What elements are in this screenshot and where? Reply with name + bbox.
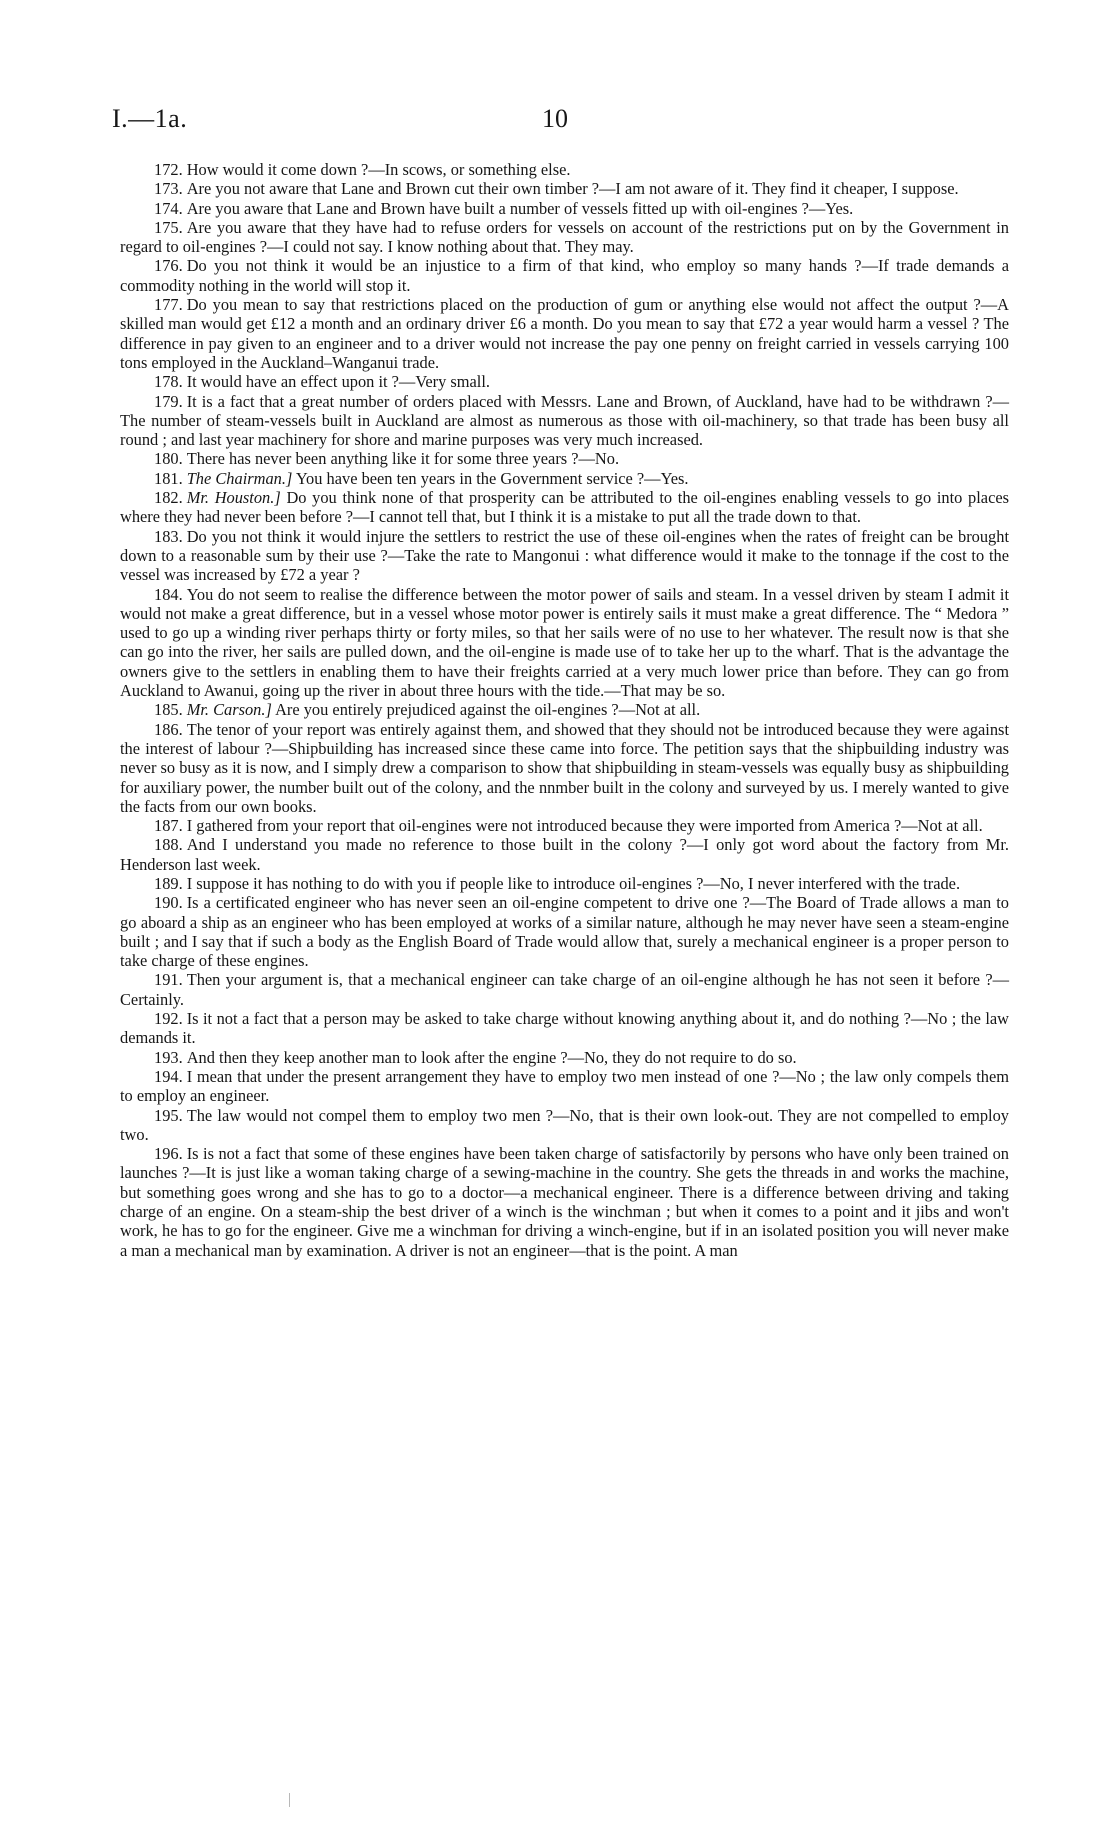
testimony-paragraph [120,720,1009,816]
question-answer-text: It is a fact that a great number of orders placed with Messrs. Lane and Brown, of Auckland, have had to be withdrawn ?—The number of steam-vessels built in Auckland are almost as numerous as those with oil-machinery, so that trade has been busy all round ; and last year machinery for shore and marine purposes was very much increased. [120,391,1009,450]
question-answer-text: Do you mean to say that restrictions placed on the production of gum or anything else would not affect the output ?—A skilled man would get £12 a month and an ordinary driver £6 a month. Do you mean to say that £72 a year would harm a vessel ? The difference in pay given to an engineer and to a driver would not increase the pay one penny on freight carried in vessels carrying 100 tons employed in the Auckland–Wanganui trade. [120,295,1009,372]
question-number: 192. [154,1009,183,1029]
question-number: 174. [154,198,183,218]
question-answer-text: Are you not aware that Lane and Brown cut their own timber ?—I am not aware of it. They find it cheaper, I suppose. [186,179,959,199]
question-number: 189. [154,873,183,893]
testimony-paragraph [120,469,1009,488]
testimony-paragraph [120,874,1009,893]
question-answer-text: Is a certificated engineer who has never seen an oil-engine competent to drive one ?—The Board of Trade allows a man to go aboard a ship as an engineer who has been employed at works of a similar nature, although he may never have seen a steam-engine built ; and I say that if such a body as the English Board of Trade would allow that, surely a mechanical engineer is a proper person to take charge of these engines. [120,893,1009,971]
question-number: 178. [154,372,183,392]
question-number: 176. [154,256,183,276]
question-number: 195. [154,1105,183,1125]
question-answer-text: Do you not think it would be an injustice to a firm of that kind, who employ so many hands ?—If trade demands a commodity nothing in the world will stop it. [120,256,1009,295]
testimony-paragraph [120,372,1009,391]
document-reference: I.—1a. [112,104,188,133]
question-number: 184. [154,584,183,604]
testimony-paragraph [120,1009,1009,1048]
evidence-transcript [120,160,1009,1260]
testimony-paragraph [120,392,1009,450]
question-number: 175. [154,217,183,237]
speaker-label: Mr. Houston.] [186,488,281,508]
question-number: 193. [154,1047,183,1067]
question-answer-text: There has never been anything like it for some three years ?—No. [186,449,620,469]
question-number: 180. [154,449,183,469]
question-number: 177. [154,295,183,315]
testimony-paragraph [120,218,1009,257]
question-number: 179. [154,391,183,411]
question-number: 183. [154,526,183,546]
question-number: 186. [154,719,183,739]
testimony-paragraph [120,160,1009,179]
question-number: 196. [154,1144,183,1164]
question-answer-text: You do not seem to realise the difference between the motor power of sails and steam. In a vessel driven by steam I admit it would not make a great difference, but in a vessel whose motor power is entirely sails it must make a great difference. The “ Medora ” used to go up a winding river perhaps thirty or forty miles, so that her sails were of no use to her whatever. The result now is that she can go into the river, her sails are pulled down, and the oil-engine is made use of to take her up to the wharf. That is the advantage the owners give to the settlers in enabling them to have their freights carried at a very much lower price than before. They can go from Auckland to Awanui, going up the river in about three hours with the tide.—That may be so. [120,584,1009,701]
question-answer-text: I mean that under the present arrangement they have to employ two men instead of one ?—No ; the law only compels them to employ an engineer. [120,1066,1009,1106]
testimony-paragraph [120,295,1009,372]
question-answer-text: Do you think none of that prosperity can be attributed to the oil-engines enabling vessels to go into places where they had never been before ?—I cannot tell that, but I think it is a mistake to put all the trade down to that. [120,488,1009,527]
question-answer-text: You have been ten years in the Government service ?—Yes. [295,468,689,488]
question-number: 187. [154,816,183,836]
question-answer-text: And then they keep another man to look after the engine ?—No, they do not require to do so. [186,1047,797,1067]
question-answer-text: How would it come down ?—In scows, or something else. [186,160,571,179]
testimony-paragraph [120,700,1009,719]
question-answer-text: Are you aware that they have had to refuse orders for vessels on account of the restrictions put on by the Government in regard to oil-engines ?—I could not say. I know nothing about that. They may. [120,217,1009,257]
speaker-label: Mr. Carson.] [186,700,272,720]
question-answer-text: It would have an effect upon it ?—Very small. [186,372,490,392]
testimony-paragraph [120,449,1009,468]
testimony-paragraph [120,179,1009,198]
question-answer-text: And I understand you made no reference to those built in the colony ?—I only got word about the factory from Mr. Henderson last week. [120,835,1009,874]
question-answer-text: Do you not think it would injure the settlers to restrict the use of these oil-engines when the rates of freight can be brought down to a reasonable sum by their use ?—Take the rate to Mangonui : what difference would it make to the tonnage if the cost to the vessel was increased by £72 a year ? [120,526,1009,585]
question-answer-text: I suppose it has nothing to do with you if people like to introduce oil-engines ?—No, I never interfered with the trade. [186,873,961,893]
question-answer-text: Is it not a fact that a person may be asked to take charge without knowing anything about it, and do nothing ?—No ; the law demands it. [120,1009,1009,1048]
testimony-paragraph [120,1144,1009,1260]
question-answer-text: Then your argument is, that a mechanical engineer can take charge of an oil-engine although he has not seen it before ?—Certainly. [120,970,1009,1009]
question-number: 172. [154,160,183,179]
question-number: 173. [154,179,183,199]
question-answer-text: Are you entirely prejudiced against the oil-engines ?—Not at all. [275,700,701,720]
testimony-paragraph [120,970,1009,1009]
testimony-paragraph [120,816,1009,835]
question-answer-text: The law would not compel them to employ two men ?—No, that is their own look-out. They are not compelled to employ two. [120,1105,1009,1144]
question-answer-text: The tenor of your report was entirely against them, and showed that they should not be introduced because they were against the interest of labour ?—Shipbuilding has increased since these came into force. The petition says that the shipbuilding industry was never so busy as it is now, and I simply drew a comparison to show that shipbuilding in steam-vessels was equally busy as shipbuilding for auxiliary power, the number built out of the colony, and the nnmber built in the colony and surveyed by us. I merely wanted to give the facts from our own books. [120,719,1009,816]
page-number: 10 [542,104,568,133]
question-number: 182. [154,488,183,508]
testimony-paragraph [120,893,1009,970]
testimony-paragraph [120,585,1009,701]
question-answer-text: Is is not a fact that some of these engines have been taken charge of satisfactorily by persons who have only been trained on launches ?—It is just like a woman taking charge of a sewing-machine in the country. She gets the threads in and works the machine, but something goes wrong and she has to go to a doctor—a mechanical engineer. There is a difference between driving and taking charge of an engine. On a steam-ship the best driver of a winch is the winchman ; but when it comes to a point and it jibs and won't work, he has to go for the engineer. Give me a winchman for driving a winch-engine, but if in an isolated position you will never make a man a mechanical man by examination. A driver is not an engineer—that is the point. A man [120,1144,1009,1260]
speaker-label: The Chairman.] [186,468,293,488]
question-number: 188. [154,835,183,855]
question-number: 194. [154,1066,183,1086]
testimony-paragraph [120,488,1009,527]
testimony-paragraph [120,835,1009,874]
testimony-paragraph [120,1106,1009,1145]
testimony-paragraph [120,256,1009,295]
page-header [112,104,1012,144]
question-number: 190. [154,893,183,913]
testimony-paragraph [120,1048,1009,1067]
question-number: 191. [154,970,183,990]
page-mark [289,1793,290,1807]
question-answer-text: Are you aware that Lane and Brown have built a number of vessels fitted up with oil-engines ?—Yes. [186,198,854,218]
testimony-paragraph [120,527,1009,585]
question-answer-text: I gathered from your report that oil-engines were not introduced because they were imported from America ?—Not at all. [186,816,983,836]
question-number: 185. [154,700,183,720]
testimony-paragraph [120,199,1009,218]
testimony-paragraph [120,1067,1009,1106]
question-number: 181. [154,468,183,488]
